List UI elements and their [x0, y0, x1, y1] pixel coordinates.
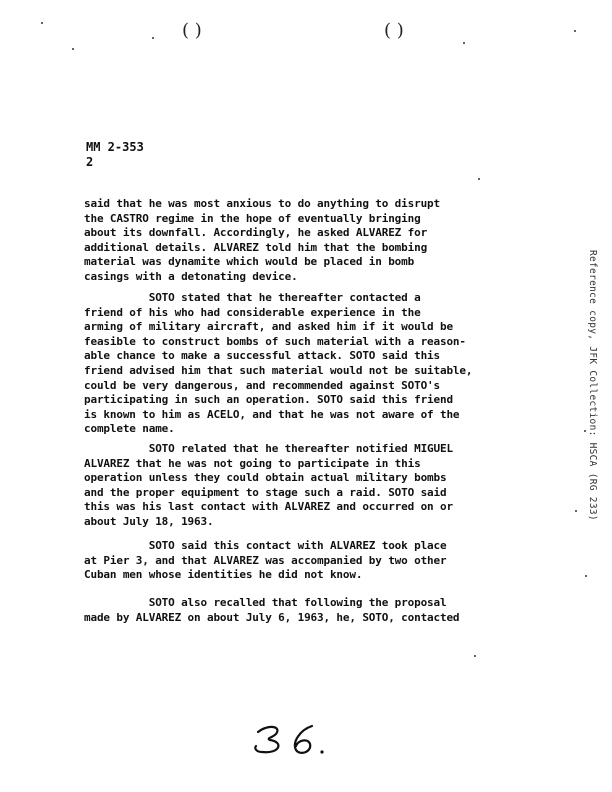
- text-line: SOTO related that he thereafter notified MIGUEL: [84, 442, 453, 455]
- paragraph-3: [84, 442, 514, 530]
- text-line: SOTO said this contact with ALVAREZ took place: [84, 539, 447, 552]
- text-line: ALVAREZ that he was not going to participate in this: [84, 456, 421, 470]
- text-line: is known to him as ACELO, and that he was not aware of the: [84, 407, 460, 421]
- scan-speck: [41, 22, 43, 24]
- text-line: at Pier 3, and that ALVAREZ was accompanied by two other: [84, 553, 447, 567]
- scan-speck: [575, 510, 577, 512]
- text-line: casings with a detonating device.: [84, 269, 298, 283]
- text-line: arming of military aircraft, and asked him if it would be: [84, 320, 453, 334]
- punch-hole-mark-right: ( ): [384, 20, 404, 41]
- text-line: the CASTRO regime in the hope of eventually bringing: [84, 211, 421, 225]
- text-line: material was dynamite which would be placed in bomb: [84, 255, 415, 269]
- scan-speck: [72, 48, 74, 50]
- text-line: made by ALVAREZ on about July 6, 1963, he, SOTO, contacted: [84, 610, 460, 624]
- scan-speck: [152, 37, 154, 39]
- paragraph-2: [84, 291, 514, 437]
- page-number-typed: 2: [86, 155, 94, 169]
- text-line: could be very dangerous, and recommended against SOTO's: [84, 378, 440, 392]
- text-line: SOTO stated that he thereafter contacted a: [84, 291, 421, 304]
- text-line: operation unless they could obtain actual military bombs: [84, 471, 447, 485]
- text-line: complete name.: [84, 422, 175, 436]
- text-line: said that he was most anxious to do anything to disrupt: [84, 197, 440, 210]
- file-number: MM 2-353: [86, 140, 144, 154]
- text-line: able chance to make a successful attack. SOTO said this: [84, 349, 440, 363]
- paragraph-5: [84, 596, 514, 625]
- text-line: SOTO also recalled that following the proposal: [84, 596, 447, 609]
- paragraph-1: [84, 197, 514, 285]
- text-line: about July 18, 1963.: [84, 514, 214, 528]
- text-line: participating in such an operation. SOTO said this friend: [84, 393, 453, 407]
- punch-hole-mark-left: ( ): [182, 20, 202, 41]
- text-line: this was his last contact with ALVAREZ and occurred on or: [84, 500, 453, 514]
- text-line: Cuban men whose identities he did not know.: [84, 568, 363, 582]
- text-line: friend of his who had considerable experience in the: [84, 305, 421, 319]
- scan-speck: [574, 30, 576, 32]
- text-line: feasible to construct bombs of such material with a reason-: [84, 334, 466, 348]
- text-line: about its downfall. Accordingly, he asked ALVAREZ for: [84, 226, 428, 240]
- text-line: and the proper equipment to stage such a raid. SOTO said: [84, 485, 447, 499]
- scan-speck: [584, 430, 586, 432]
- paragraph-4: [84, 539, 514, 583]
- scan-speck: [478, 178, 480, 180]
- document-header: [86, 140, 144, 170]
- scan-speck: [585, 575, 587, 577]
- text-line: additional details. ALVAREZ told him that the bombing: [84, 240, 428, 254]
- handwritten-page-number: [240, 712, 350, 762]
- scan-speck: [474, 655, 476, 657]
- scan-speck: [463, 42, 465, 44]
- archive-reference-stamp: Reference copy, JFK Collection: HSCA (RG 233): [587, 250, 598, 521]
- text-line: friend advised him that such material would not be suitable,: [84, 363, 473, 377]
